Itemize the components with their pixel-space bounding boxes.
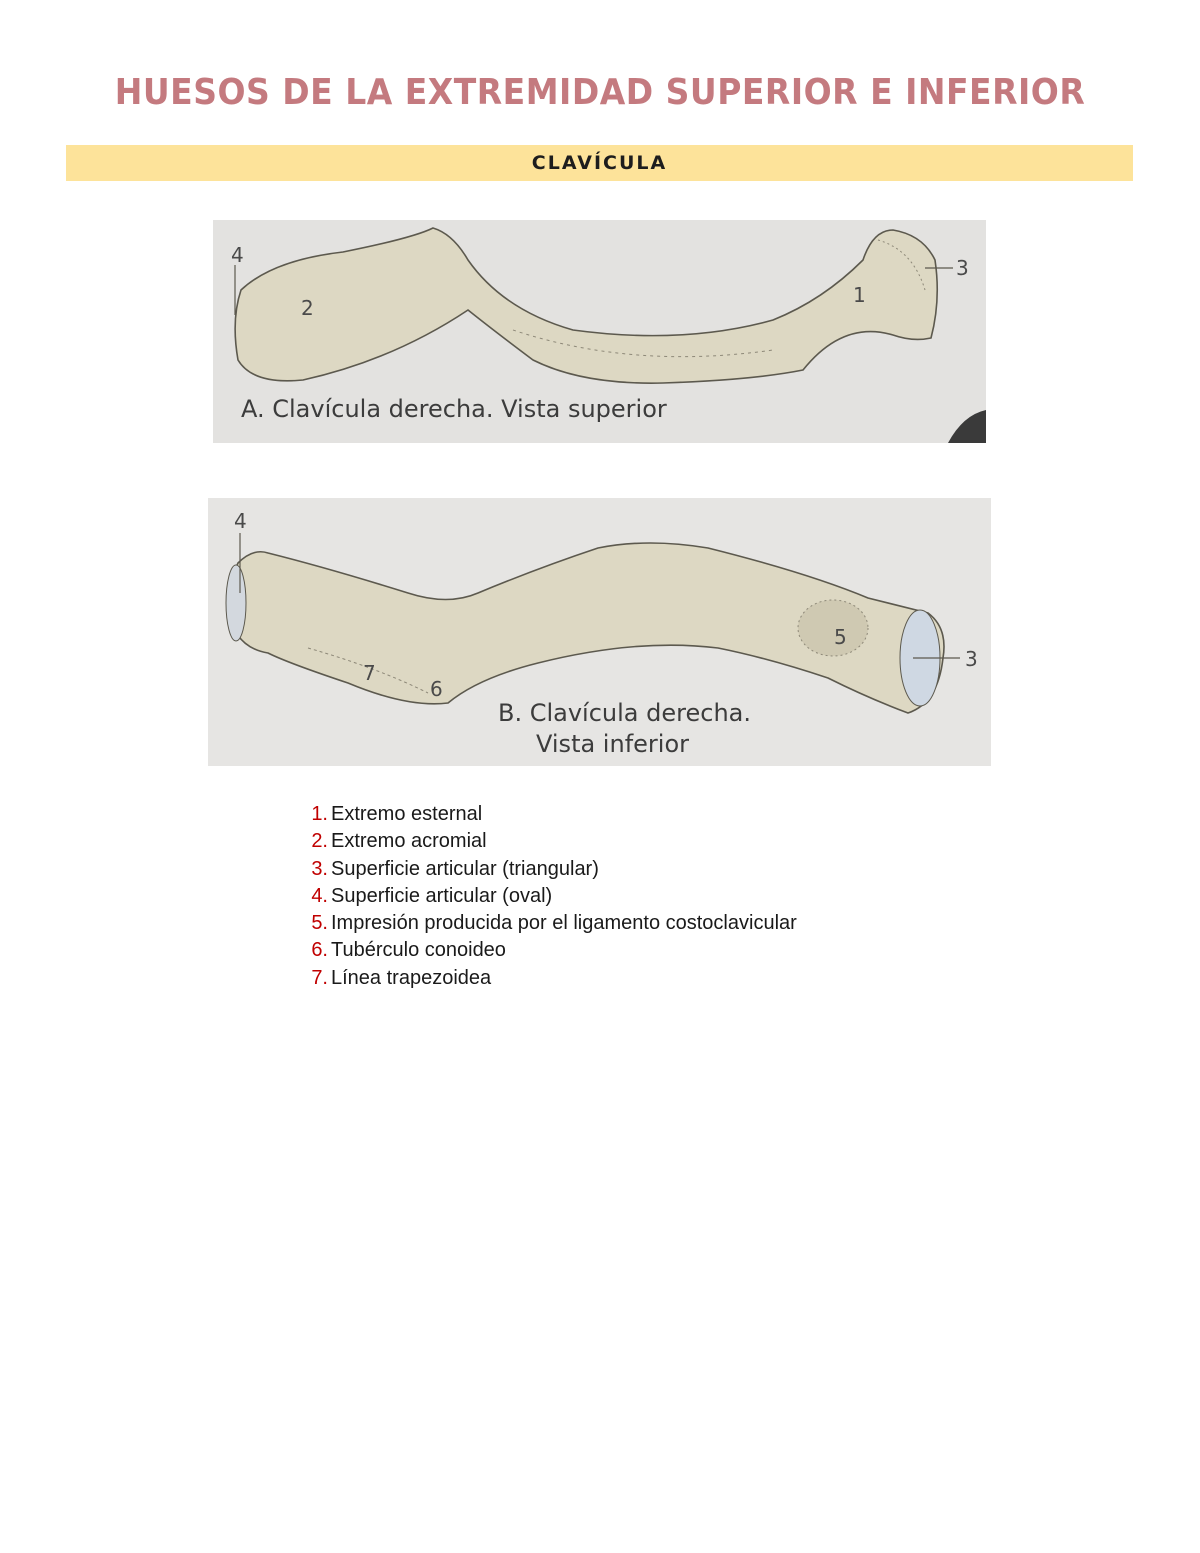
clavicle-superior-illustration [213, 220, 986, 443]
figure-a-caption: A. Clavícula derecha. Vista superior [241, 395, 667, 423]
legend-item [282, 801, 797, 828]
legend-text: Tubérculo conoideo [331, 939, 506, 962]
legend-number: 1. [311, 803, 328, 825]
figure-clavicle-superior-view [213, 220, 986, 443]
section-title: CLAVÍCULA [531, 152, 668, 174]
legend-item [282, 883, 797, 910]
legend-item [282, 828, 797, 855]
figure-b-caption-line1: B. Clavícula derecha. [498, 699, 751, 727]
figure-clavicle-inferior-view [208, 498, 991, 766]
legend-number: 5. [311, 912, 328, 935]
legend-number: 2. [311, 830, 328, 853]
legend-text: Extremo acromial [331, 830, 487, 853]
legend-text: Línea trapezoidea [331, 966, 492, 989]
legend-item [282, 910, 797, 937]
label-4: 4 [231, 243, 244, 267]
clavicle-inferior-illustration [208, 498, 991, 766]
legend-number: 6. [311, 939, 328, 962]
legend-number: 4. [311, 884, 328, 907]
figure-b-caption-line2: Vista inferior [536, 730, 689, 758]
page-title: HUESOS DE LA EXTREMIDAD SUPERIOR E INFERIOR [114, 70, 1086, 113]
legend-text: Superficie articular (triangular) [331, 857, 599, 880]
label-5: 5 [834, 625, 847, 649]
section-header-bar [66, 145, 1133, 181]
label-3: 3 [965, 647, 978, 671]
legend-list [282, 801, 797, 992]
background-shadow [948, 410, 986, 443]
legend-number: 3. [311, 857, 328, 880]
clavicle-bone-superior [235, 228, 937, 383]
legend-text: Superficie articular (oval) [331, 884, 553, 907]
legend-text: Extremo esternal [331, 803, 483, 825]
legend-item [282, 965, 797, 992]
label-3: 3 [956, 256, 969, 280]
label-4: 4 [234, 509, 247, 533]
label-2: 2 [301, 296, 314, 320]
legend-item [282, 856, 797, 883]
label-1: 1 [853, 283, 866, 307]
legend-text: Impresión producida por el ligamento costoclavicular [331, 912, 797, 935]
label-7: 7 [363, 661, 376, 685]
legend-item [282, 937, 797, 964]
label-6: 6 [430, 677, 443, 701]
legend-number: 7. [311, 966, 328, 989]
